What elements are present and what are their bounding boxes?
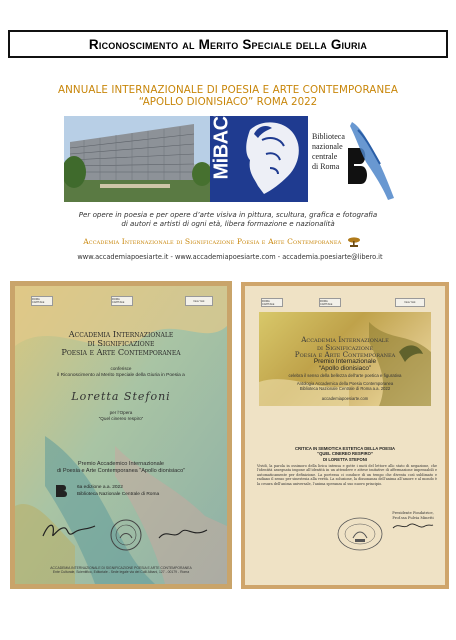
bonsai-icon xyxy=(347,237,361,247)
academy-name: Accademia Internazionale di Significazione Poesia e Arte Contemporanea xyxy=(62,237,382,247)
brush-stroke-icon xyxy=(348,116,396,202)
cert-right-celebra: celebra il senso della bellezza dell’arte poetica e figurativa xyxy=(288,373,402,378)
logo-roma-capitale-r1: ROMA CAPITALE xyxy=(261,298,283,307)
cert-left-academy: Accademia Internazionale di Significazione Poesia e Arte Contemporanea xyxy=(61,329,181,358)
cert-right-academy: Accademia Internazionale di Significazione Poesia e Arte Contemporanea xyxy=(294,335,396,360)
page-title: Riconoscimento al Merito Speciale della Giuria xyxy=(8,30,448,58)
cert-left-recognition: il Riconoscimento al Merito Speciale della Giuria in Poesia a xyxy=(57,373,185,378)
cert-right-antologia: Antologia Accademica della Poesia Contemporanea Biblioteca Nazionale Centrale di Roma a.a. 2022 xyxy=(296,381,394,392)
cert-right-premio: Premio Internazionale “Apollo dionisiaco” xyxy=(313,358,377,372)
certificate-artwork-right xyxy=(259,312,431,406)
logo-new-york-r: New York xyxy=(395,298,425,307)
academy-links: www.accademiapoesiarte.it - www.accademiapoesiarte.com - accademia.poesiarte@libero.it xyxy=(77,253,383,261)
signature-left xyxy=(39,518,99,544)
logo-roma-capitale-2: ROMA CAPITALE xyxy=(111,296,133,306)
academy-stamp-icon xyxy=(335,514,385,554)
logo-roma-capitale-r2: ROMA CAPITALE xyxy=(319,298,341,307)
statue-head-icon xyxy=(210,104,308,202)
cert-right-site: accademiapoesiarte.com xyxy=(321,396,369,401)
award-header-line2: “APOLLO DIONISIACO” ROMA 2022 xyxy=(138,96,318,108)
mibact-label: MiBACT xyxy=(210,104,233,180)
cert-left-opera: per l’Opera “Quel cinereo respiro” xyxy=(98,410,144,421)
logo-new-york: New York xyxy=(185,296,213,306)
critica-body: Vividi, la parola in ossimoro della lirica intensa e gotte i moti del lettore allo stato di negazione, che l’identità assegnata impone all’identità in un attendere e attese imitative di affermazione impensabili e automaticamente per definizione. La poetessa ci conduce di un tempo che diventa così sublimato e radiano il senso per sinestesia alla verità. La soluzione, la dissonanza dell’anima all’amore e al mondo è la cesura dell’anima universale, l’anima speranza al suo nuovo principio. xyxy=(257,464,437,486)
logo-roma-capitale-1: ROMA CAPITALE xyxy=(31,296,53,306)
bnc-text: Biblioteca nazionale centrale di Roma xyxy=(312,132,345,171)
certificate-right xyxy=(241,282,449,589)
library-building-photo xyxy=(64,116,210,202)
award-header-line1: ANNUALE INTERNAZIONALE DI POESIA E ARTE CONTEMPORANEA xyxy=(57,84,398,96)
president-signature-block: Presidente Fondatrice, Prof.ssa Fulvia Minetti xyxy=(385,511,441,534)
academy-seal-icon xyxy=(109,518,143,552)
cert-left-premio: Premio Accademico Internazionale di Poesia e Arte Contemporanea “Apollo dionisiaco” xyxy=(56,461,186,474)
critica-heading: CRITICA IN SEMIOTICA ESTETICA DELLA POESIA “QUEL CINEREO RESPIRO” DI LORETTA STEFONI xyxy=(294,446,396,462)
certificate-left xyxy=(10,281,232,589)
banner xyxy=(64,104,396,202)
signature-right xyxy=(155,522,211,544)
cert-left-footer: ACCADEMIA INTERNAZIONALE DI SIGNIFICAZIONE POESIA E ARTE CONTEMPORANEA Ente Culturale, Scientifico, Editoriale - Sede legale via dei Colli Albani, 127 - 00179 - Roma xyxy=(50,566,192,575)
president-signature xyxy=(391,520,435,532)
mibact-logo xyxy=(210,104,308,202)
award-description: Per opere in poesia e per opere d’arte visiva in pittura, scultura, grafica e fotografia di autori e artisti di ogni età, libera formazione e nazionalità xyxy=(78,210,378,228)
bnc-mini-logo-icon xyxy=(55,484,75,498)
recipient-name: Loretta Stefoni xyxy=(71,390,171,403)
cert-left-conferisce: conferisce xyxy=(110,366,132,371)
cert-left-edizione: 6a edizione a.a. 2022 Biblioteca Nazionale Centrale di Roma xyxy=(77,485,160,497)
